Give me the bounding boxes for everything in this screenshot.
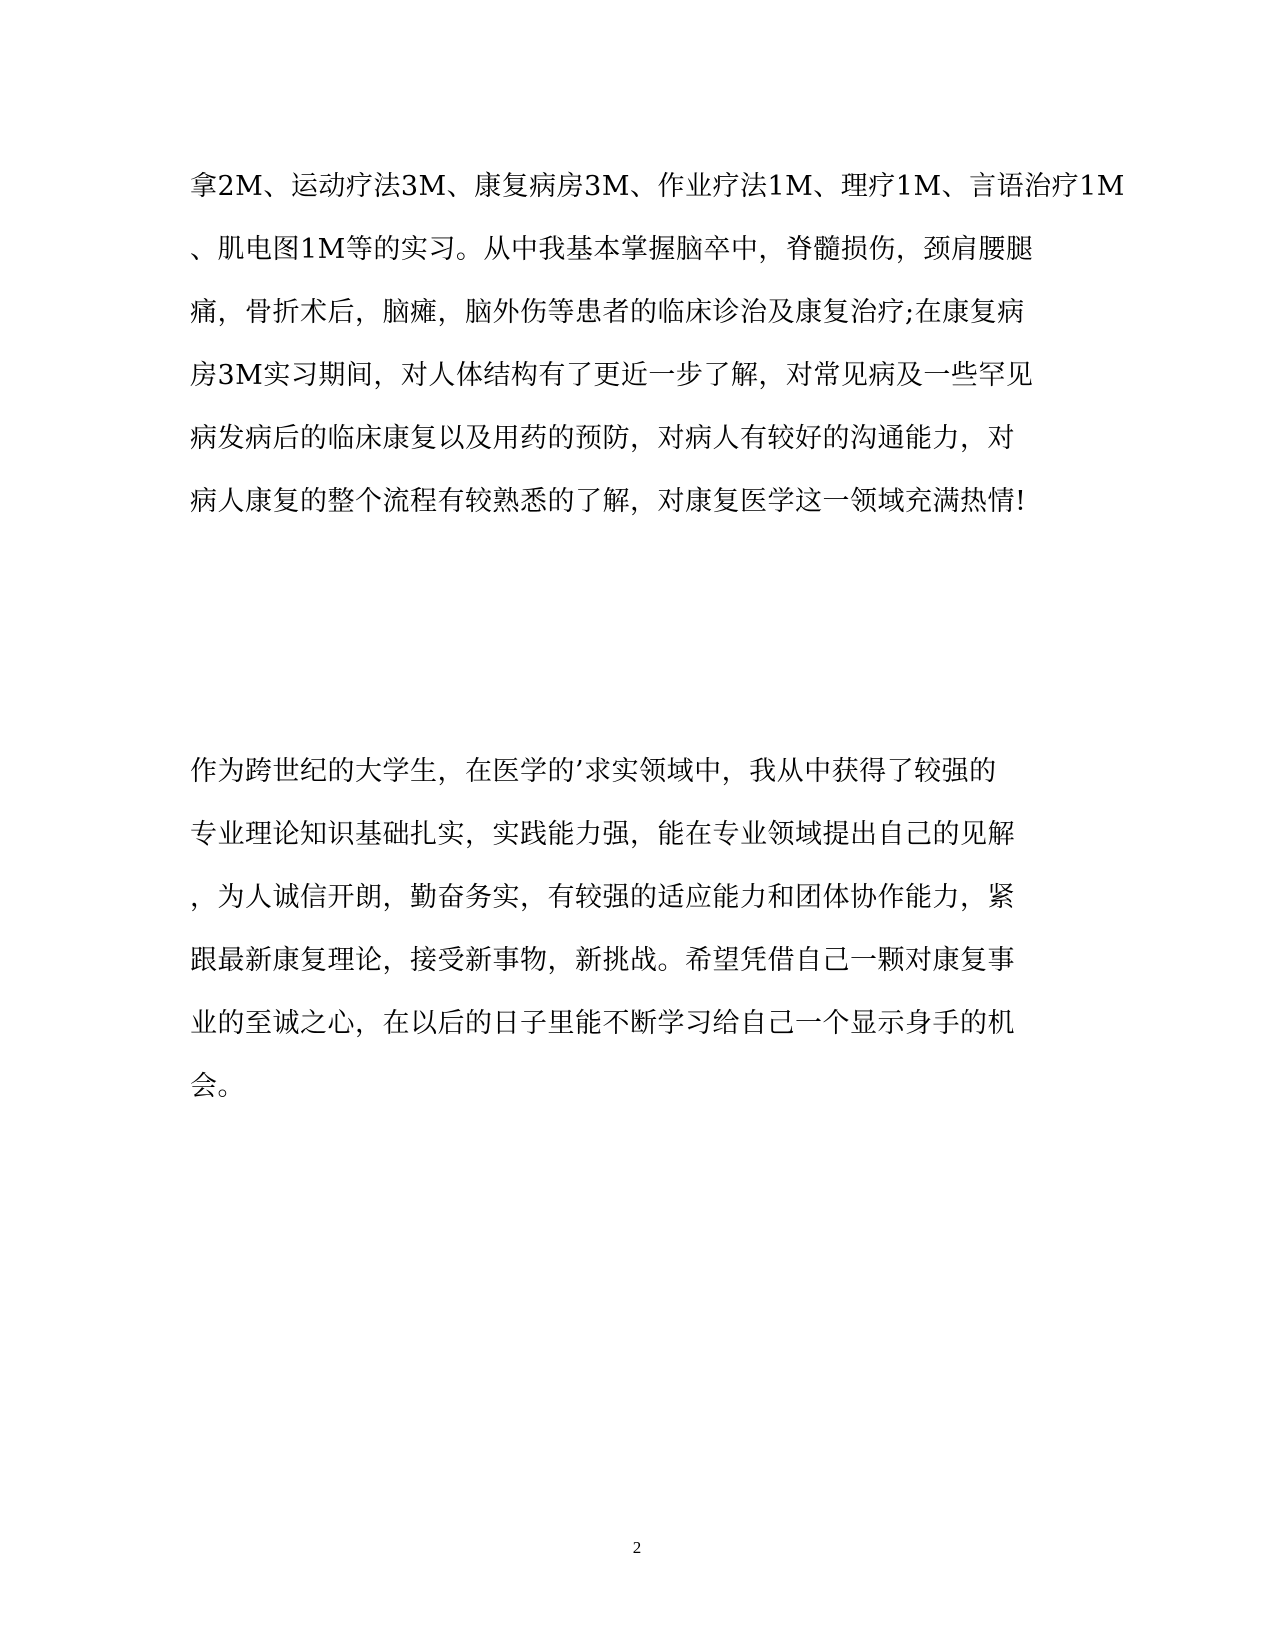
text-line: 病发病后的临床康复以及用药的预防，对病人有较好的沟通能力，对 [190, 423, 1015, 454]
paragraph-internship [190, 155, 1125, 533]
text-line: 、肌电图1M等的实习。从中我基本掌握脑卒中，脊髓损伤，颈肩腰腿 [190, 234, 1034, 265]
text-line: ，为人诚信开朗，勤奋务实，有较强的适应能力和团体协作能力，紧 [190, 882, 1015, 913]
text-line: 痛，骨折术后，脑瘫，脑外伤等患者的临床诊治及康复治疗;在康复病 [190, 297, 1025, 328]
text-line: 跟最新康复理论，接受新事物，新挑战。希望凭借自己一颗对康复事 [190, 945, 1015, 976]
text-line: 病人康复的整个流程有较熟悉的了解，对康复医学这一领域充满热情! [190, 486, 1027, 517]
paragraph-self-evaluation [190, 740, 1090, 1118]
text-line: 专业理论知识基础扎实，实践能力强，能在专业领域提出自己的见解 [190, 819, 1015, 850]
text-line: 业的至诚之心，在以后的日子里能不断学习给自己一个显示身手的机 [190, 1008, 1015, 1039]
text-line: 拿2M、运动疗法3M、康复病房3M、作业疗法1M、理疗1M、言语治疗1M [190, 171, 1125, 202]
text-line: 作为跨世纪的大学生，在医学的’求实领域中，我从中获得了较强的 [190, 756, 997, 787]
page-number: 2 [632, 1538, 642, 1557]
text-line: 会。 [190, 1071, 245, 1102]
text-line: 房3M实习期间，对人体结构有了更近一步了解，对常见病及一些罕见 [190, 360, 1034, 391]
